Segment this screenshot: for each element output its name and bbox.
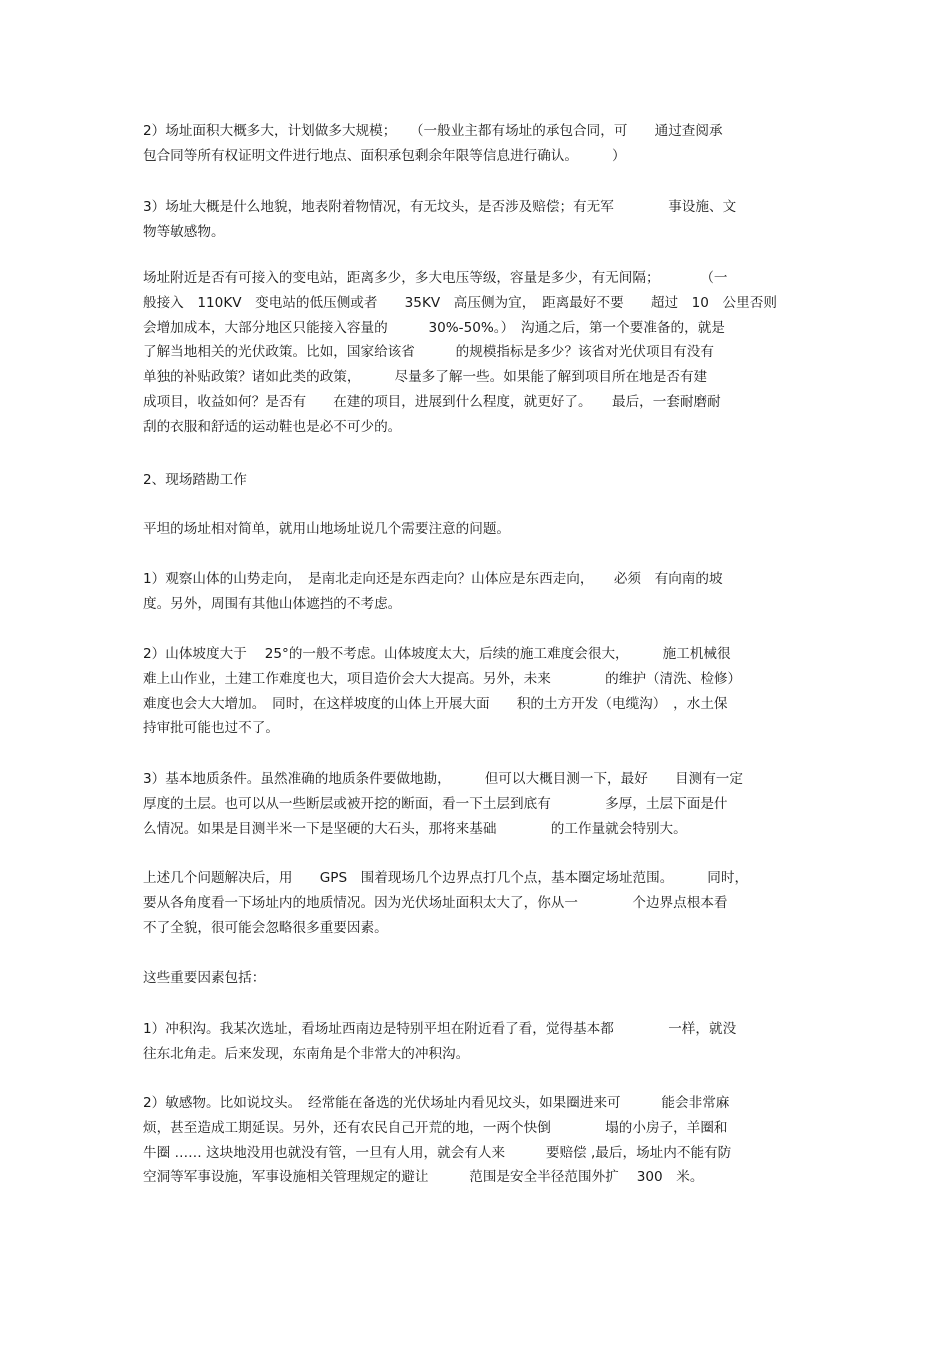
text-line: 2、现场踏勘工作 [143,472,247,488]
paragraph-site-terrain [143,195,807,245]
text-line: 2）敏感物。比如说坟头。 经常能在备选的光伏场址内看见坟头，如果圈进来可 能会非常麻 [143,1095,730,1111]
text-line: 空洞等军事设施，军事设施相关管理规定的避让 范围是安全半径范围外扩 300 米。 [143,1169,704,1186]
text-line: 1）冲积沟。我某次选址，看场址西南边是特别平坦在附近看了看，觉得基本都 一样，就没 [143,1021,737,1037]
text-line: 成项目，收益如何？是否有 在建的项目，进展到什么程度，就更好了。 最后，一套耐磨耐 [143,393,721,410]
text-line: 1）观察山体的山势走向， 是南北走向还是东西走向？山体应是东西走向， 必须 有向南的坡 [143,571,723,587]
paragraph-alluvial-gully [143,1017,807,1067]
text-line: 3）基本地质条件。虽然准确的地质条件要做地勘， 但可以大概目测一下，最好 目测有一定 [143,771,743,787]
text-line: 物等敏感物。 [143,223,225,240]
text-line: 2）山体坡度大于 25°的一般不考虑。山体坡度太大，后续的施工难度会很大， 施工机械很 [143,646,731,662]
text-line: 上述几个问题解决后，用 GPS 围着现场几个边界点打几个点，基本圈定场址范围。 同时， [143,870,749,886]
text-line: 包合同等所有权证明文件进行地点、面积承包剩余年限等信息进行确认。 ） [143,147,626,164]
text-line: 牛圈 …… 这块地没用也就没有管，一旦有人用，就会有人来 要赔偿 ,最后，场址内不能有防 [143,1144,732,1161]
text-line: 刮的衣服和舒适的运动鞋也是必不可少的。 [143,418,402,435]
paragraph-factors-intro [143,966,807,991]
text-line: 烦，甚至造成工期延误。另外，还有农民自己开荒的地，一两个快倒 塌的小房子，羊圈和 [143,1119,728,1136]
text-line: 难度也会大大增加。 同时，在这样坡度的山体上开展大面 积的土方开发（电缆沟） ，水土保 [143,695,728,712]
paragraph-slope [143,642,807,741]
text-line: 度。另外，周围有其他山体遮挡的不考虑。 [143,595,402,612]
text-line: 难上山作业，土建工作难度也大，项目造价会大大提高。另外，未来 的维护（清洗、检修） [143,670,742,687]
text-line: 这些重要因素包括： [143,970,266,986]
paragraph-geology [143,767,807,841]
text-line: 场址附近是否有可接入的变电站，距离多少，多大电压等级，容量是多少，有无间隔； （一 [143,270,728,286]
text-line: 平坦的场址相对简单，就用山地场址说几个需要注意的问题。 [143,521,511,537]
paragraph-gps-boundary [143,866,807,940]
text-line: 了解当地相关的光伏政策。比如，国家给该省 的规模指标是多少？该省对光伏项目有没有 [143,344,714,361]
text-line: 么情况。如果是目测半米一下是坚硬的大石头，那将来基础 的工作量就会特别大。 [143,820,687,837]
text-line: 2）场址面积大概多大，计划做多大规模； （一般业主都有场址的承包合同，可 通过查阅承 [143,123,723,139]
paragraph-substation [143,266,807,440]
paragraph-mountain-direction [143,567,807,617]
text-line: 单独的补贴政策？诸如此类的政策， 尽量多了解一些。如果能了解到项目所在地是否有建 [143,369,708,386]
section-heading-site-survey [143,468,807,493]
text-line: 厚度的土层。也可以从一些断层或被开挖的断面，看一下土层到底有 多厚，土层下面是什 [143,795,728,812]
paragraph-sensitive-objects [143,1091,807,1190]
text-line: 般接入 110KV 变电站的低压侧或者 35KV 高压侧为宜， 距离最好不要 超过 10 公里否则 [143,294,777,311]
text-line: 持审批可能也过不了。 [143,720,279,737]
paragraph-site-area [143,119,807,169]
text-line: 3）场址大概是什么地貌，地表附着物情况，有无坟头，是否涉及赔偿；有无军 事设施、文 [143,199,737,215]
text-line: 往东北角走。后来发现，东南角是个非常大的冲积沟。 [143,1045,470,1062]
text-line: 会增加成本，大部分地区只能接入容量的 30%-50%。） 沟通之后，第一个要准备的，就是 [143,319,725,336]
paragraph-mountain-intro [143,517,807,542]
text-line: 要从各角度看一下场址内的地质情况。因为光伏场址面积太大了，你从一 个边界点根本看 [143,894,728,911]
text-line: 不了全貌，很可能会忽略很多重要因素。 [143,919,388,936]
